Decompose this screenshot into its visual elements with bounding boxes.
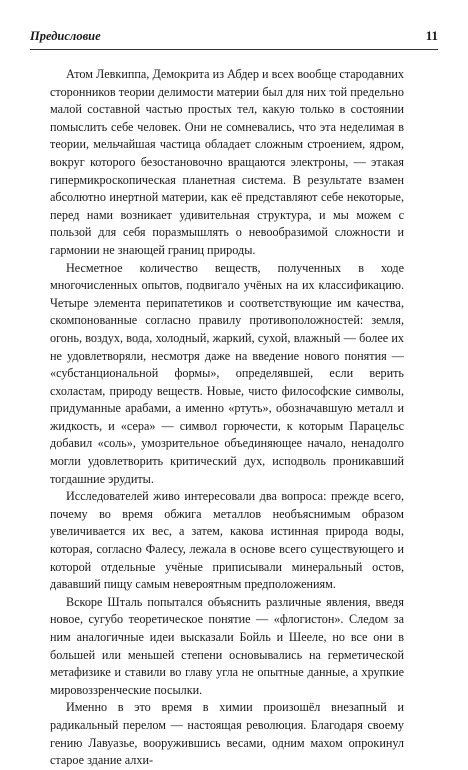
header-divider [30,49,438,50]
body-text [50,66,404,770]
paragraph: Исследователей живо интересовали два вопроса: прежде всего, почему во время обжига металлов необъяснимым образом увеличивается их вес, а затем, какова истинная природа воды, которая, согласно Фалесу, лежала в основе всего существующего и которой отдельные учёные приписывали минеральный остов, дававший пищу самым невероятным предположениям. [50,489,404,592]
page-number: 11 [425,28,438,43]
section-title: Предисловие [30,29,101,43]
paragraph: Вскоре Шталь попытался объяснить различные явления, введя новое, сугубо теоретическое понятие — «флогистон». Следом за ним аналогичные идеи высказали Бойль и Шееле, но все они в большей или меньшей степени основывались на герметической метафизике и ставили во главу угла не опытные данные, а хрупкие мировоззренческие посылки. [50,594,404,697]
running-header [30,28,438,44]
paragraph: Именно в это время в химии произошёл внезапный и радикальный перелом — настоящая революция. Благодаря своему гению Лавуазье, вооружившись весами, одним махом опрокинул старое здание алхи- [50,700,404,768]
paragraph: Несметное количество веществ, полученных в ходе многочисленных опытов, подвигало учёных на их классификацию. Четыре элемента перипатетиков и соответствующие им качества, скомпонованные согласно правилу противоположностей: земля, огонь, воздух, вода, холодный, жаркий, сухой, влажный — более их не удовлетворяли, несмотря даже на введение нового понятия — «субстанциональной формы», определявшей, если верить схоластам, природу веществ. Новые, чисто философские символы, придуманные арабами, а именно «ртуть», обозначавшую металл и жидкость, и «сера» — символ горючести, к которым Парацельс добавил «соль», умозрительное объединяющее начало, ненадолго могли удовлетворить критический дух, исподволь проникавший тогдашние эрудиты. [50,260,404,486]
paragraph: Атом Левкиппа, Демокрита из Абдер и всех вообще стародавних сторонников теории делимости материи был для них той предельно малой составной частью простых тел, какую только в состоянии помыслить себе человек. Они не сомневались, что эта неделимая в теории, мельчайшая частица обладает сложным строением, ядром, вокруг которого безостановочно вращаются электроны, — этакая гипермикроскопическая планетная система. В результате взамен абсолютно инертной материи, как её представляют себе некоторые, перед нами возникает удивительная структура, и мы можем с пользой для себя поразмышлять о невообразимой сложности и гармонии не знающей границ природы. [50,67,404,257]
